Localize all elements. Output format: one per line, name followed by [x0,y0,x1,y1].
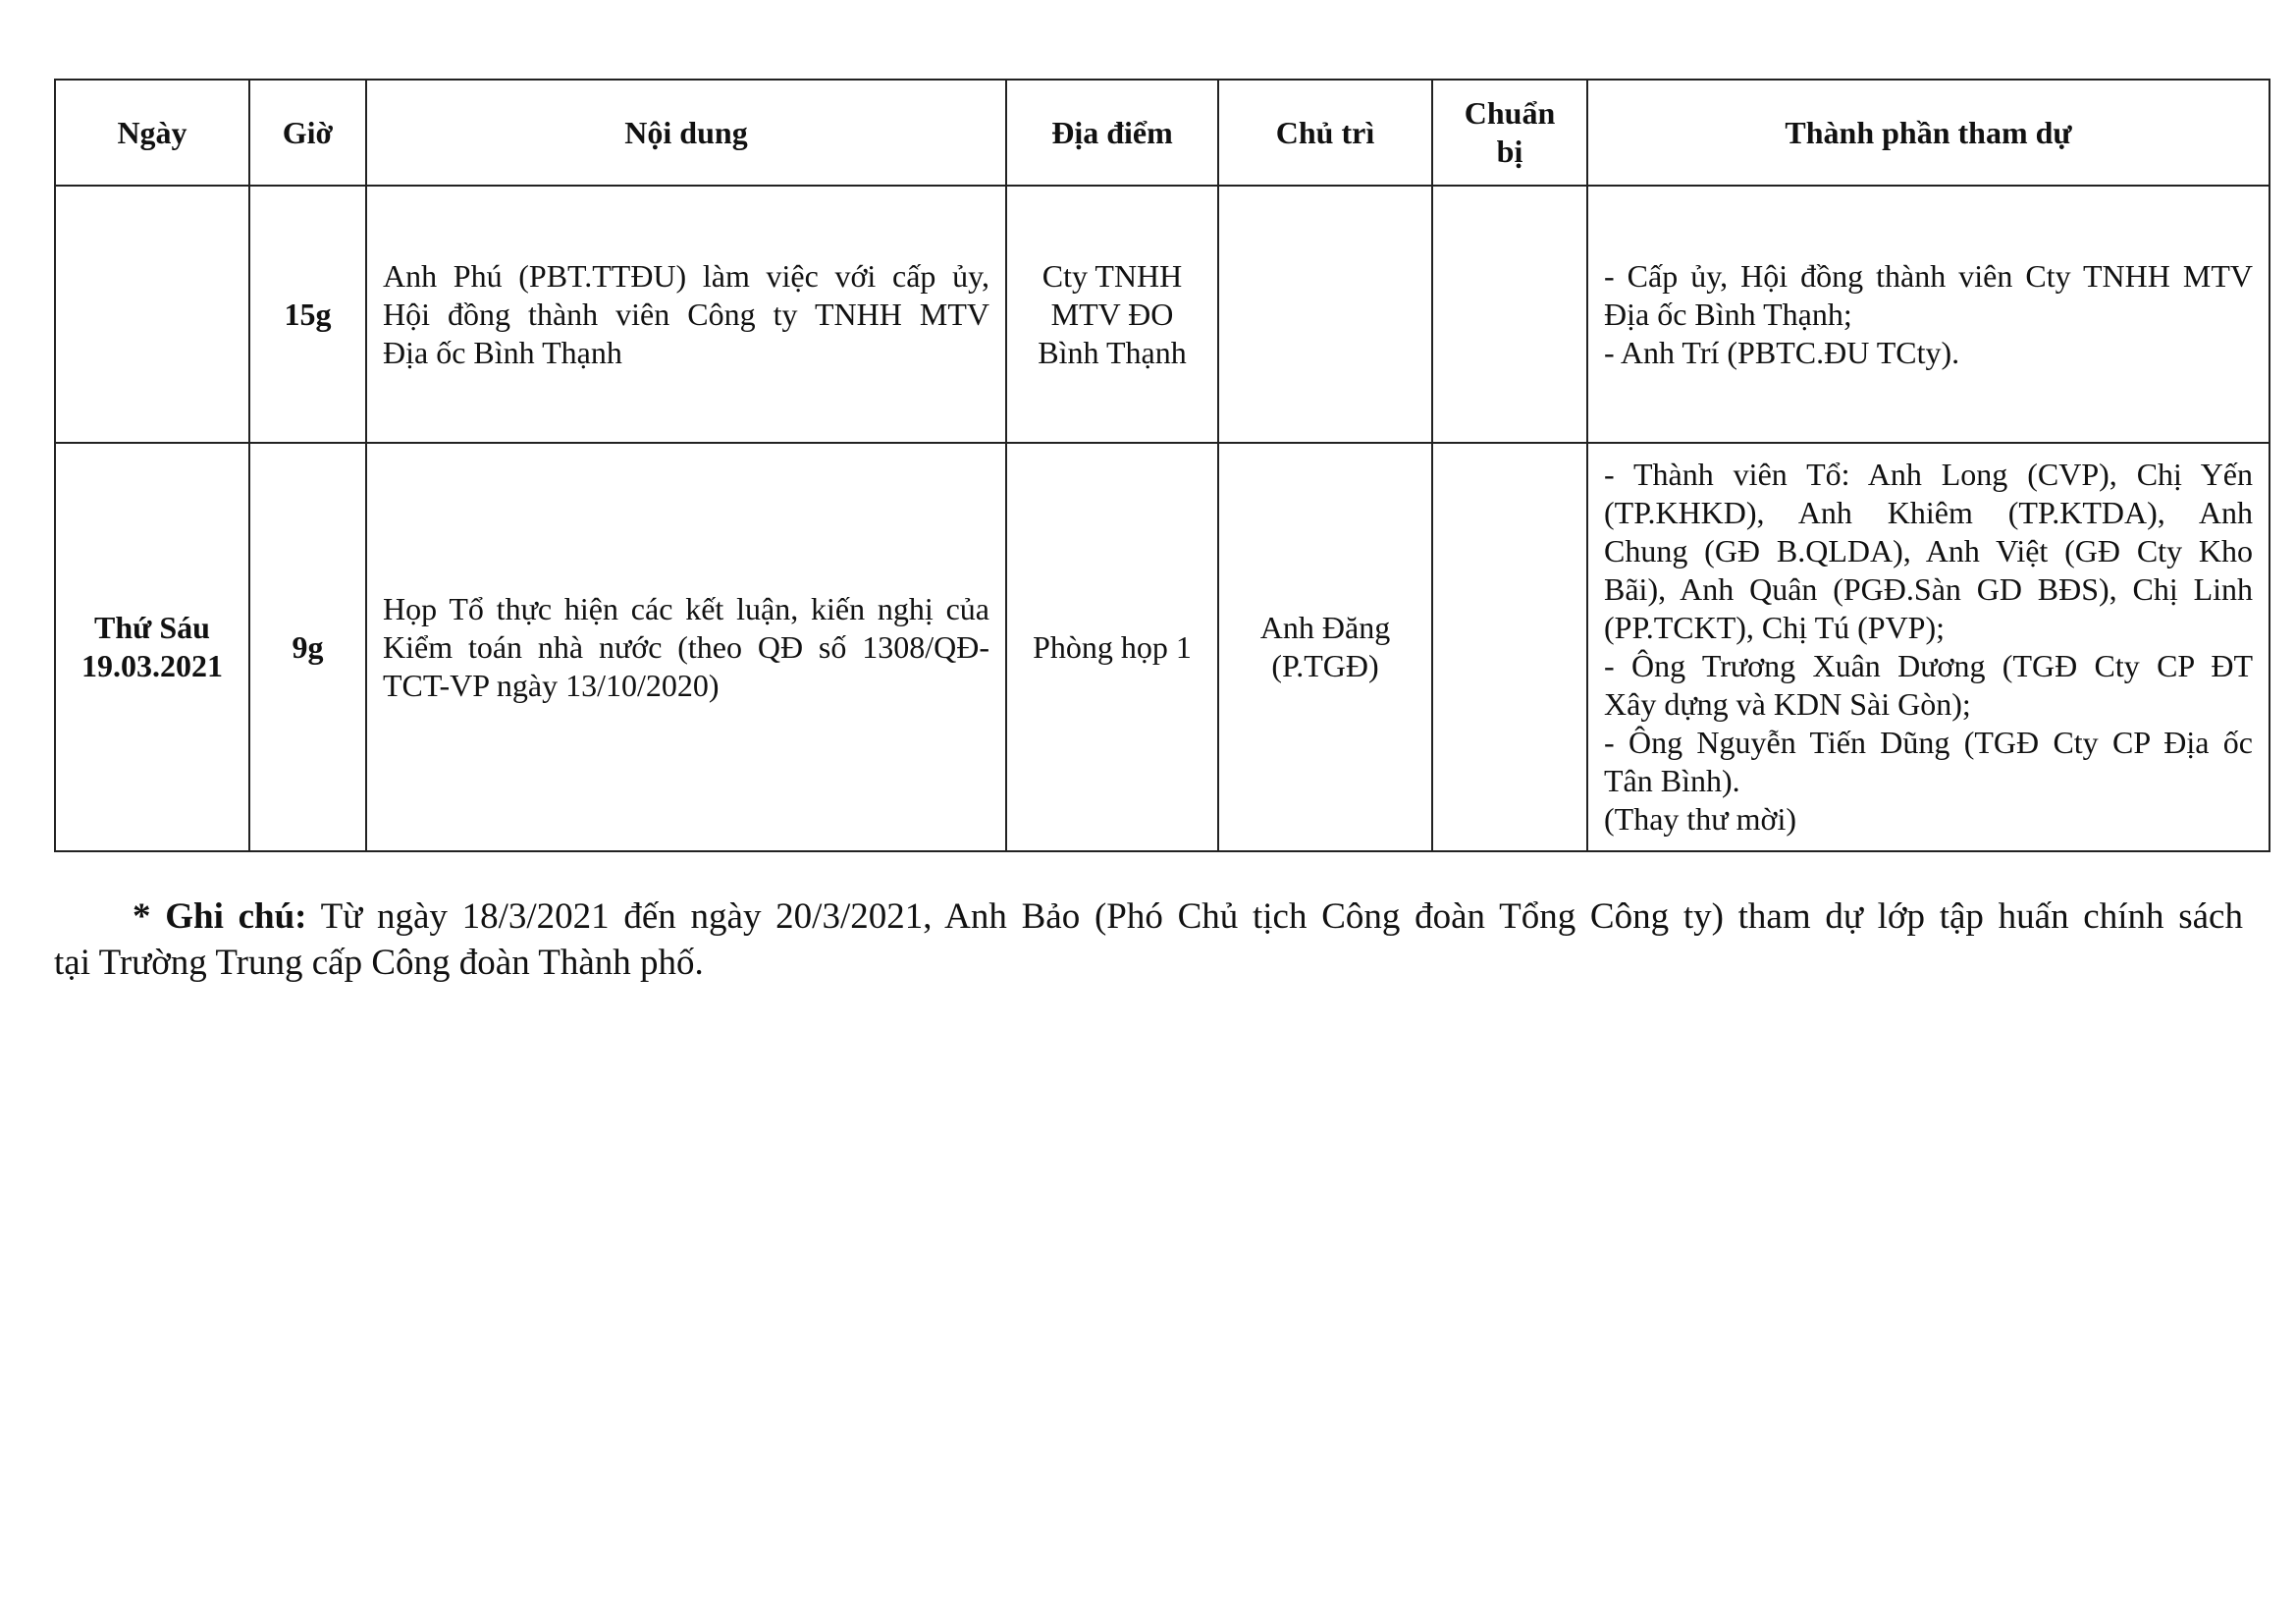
noi-dung-line: Hội đồng thành viên Công ty TNHH MTV [383,296,989,332]
noi-dung-line: Họp Tổ thực hiện các kết luận, kiến nghị của [383,590,989,626]
table-header-row [55,80,2269,186]
thanh-phan-line: Chung (GĐ B.QLDA), Anh Việt (GĐ Cty Kho [1604,533,2253,568]
cell-ngay [55,443,249,851]
thanh-phan-line: - Ông Nguyễn Tiến Dũng (TGĐ Cty CP Địa ốc [1604,725,2253,760]
footnote-label: * Ghi chú: [133,896,307,937]
thanh-phan-line: (TP.KHKD), Anh Khiêm (TP.KTDA), Anh [1604,495,2253,530]
cell-chuan-bi [1432,443,1587,851]
header-gio: Giờ [249,80,366,186]
cell-dia-diem [1006,186,1218,443]
table-row [55,186,2269,443]
cell-dia-diem [1006,443,1218,851]
dia-diem-line: Phòng họp 1 [1033,628,1192,665]
thanh-phan-line: Địa ốc Bình Thạnh; [1604,296,1852,332]
noi-dung-line: Kiểm toán nhà nước (theo QĐ số 1308/QĐ- [383,628,989,665]
header-chu-tri: Chủ trì [1218,80,1432,186]
thanh-phan-line: - Cấp ủy, Hội đồng thành viên Cty TNHH MTV [1604,257,2253,294]
thanh-phan-line: (Thay thư mời) [1604,801,1796,837]
noi-dung-line: TCT-VP ngày 13/10/2020) [383,667,720,703]
noi-dung-line: Anh Phú (PBT.TTĐU) làm việc với cấp ủy, [383,257,989,294]
header-chuan-bi-line-1: Chuẩn [1464,95,1556,131]
cell-noi-dung [366,443,1006,851]
header-chuan-bi-line-2: bị [1496,134,1523,169]
cell-chuan-bi [1432,186,1587,443]
footnote-line-1 [54,893,2243,940]
schedule-table [54,79,2270,852]
thanh-phan-line: - Anh Trí (PBTC.ĐU TCty). [1604,334,1960,370]
thanh-phan-line: - Ông Trương Xuân Dương (TGĐ Cty CP ĐT [1604,648,2253,683]
cell-ngay-weekday: Thứ Sáu [94,610,210,645]
cell-thanh-phan [1587,186,2269,443]
cell-thanh-phan [1587,443,2269,851]
header-noi-dung: Nội dung [366,80,1006,186]
cell-chu-tri [1218,186,1432,443]
cell-noi-dung [366,186,1006,443]
cell-chu-tri [1218,443,1432,851]
noi-dung-line: Địa ốc Bình Thạnh [383,334,622,370]
cell-ngay [55,186,249,443]
thanh-phan-line: Xây dựng và KDN Sài Gòn); [1604,686,1971,722]
footnote-text-2: tại Trường Trung cấp Công đoàn Thành phố. [54,943,704,983]
footnote-text-1: Từ ngày 18/3/2021 đến ngày 20/3/2021, Anh Bảo (Phó Chủ tịch Công đoàn Tổng Công ty) tham dự lớp tập huấn chính sách [320,896,2243,937]
header-thanh-phan: Thành phần tham dự [1587,80,2269,186]
cell-gio: 9g [249,443,366,851]
header-ngay: Ngày [55,80,249,186]
header-dia-diem: Địa điểm [1006,80,1218,186]
cell-ngay-date: 19.03.2021 [81,648,223,683]
thanh-phan-line: - Thành viên Tổ: Anh Long (CVP), Chị Yến [1604,457,2253,492]
header-chuan-bi [1432,80,1587,186]
footnote [54,893,2243,986]
thanh-phan-line: (PP.TCKT), Chị Tú (PVP); [1604,610,1946,645]
chu-tri-line: Anh Đăng [1259,610,1391,645]
chu-tri-line: (P.TGĐ) [1271,648,1379,683]
table-row [55,443,2269,851]
thanh-phan-line: Tân Bình). [1604,763,1740,798]
dia-diem-line: Bình Thạnh [1038,334,1187,370]
dia-diem-line: MTV ĐO [1050,296,1174,332]
cell-gio: 15g [249,186,366,443]
thanh-phan-line: Bãi), Anh Quân (PGĐ.Sàn GD BĐS), Chị Linh [1604,571,2253,607]
dia-diem-line: Cty TNHH [1041,257,1183,294]
